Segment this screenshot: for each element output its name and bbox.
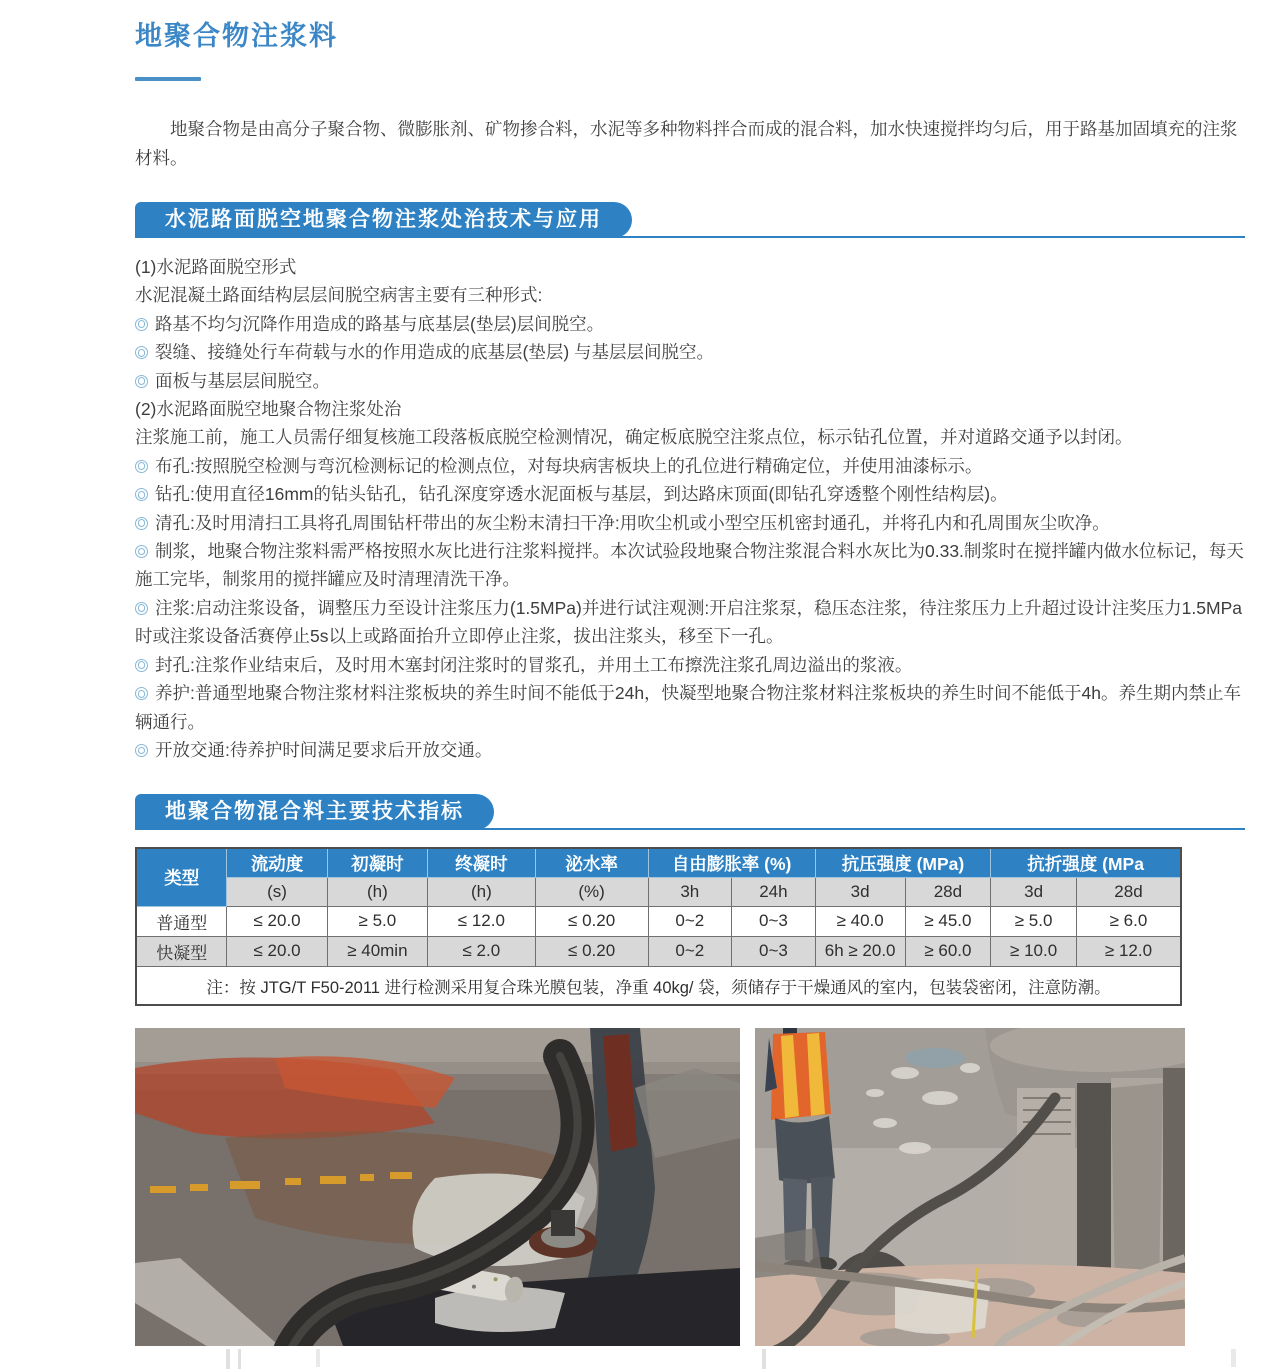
page-title: 地聚合物注浆料 <box>135 21 338 51</box>
table-cell: ≥ 45.0 <box>905 906 991 936</box>
content-line-text: 制浆，地聚合物注浆料需严格按照水灰比进行注浆料搅拌。本次试验段地聚合物注浆混合料水灰比为0.33.制浆时在搅拌罐内做水位标记，每天施工完毕，制浆用的搅拌罐应及时清理清洗干净。 <box>135 541 1244 590</box>
section2-banner: 地聚合物混合料主要技术指标 <box>135 794 494 830</box>
table-row <box>136 906 1181 936</box>
content-line <box>135 338 1245 366</box>
table-cell: ≥ 40.0 <box>815 906 905 936</box>
table-cell: ≤ 0.20 <box>535 936 648 966</box>
section2-banner-row <box>135 794 1245 830</box>
table-cell: ≥ 10.0 <box>991 936 1077 966</box>
content-line: (2)水泥路面脱空地聚合物注浆处治 <box>135 399 402 420</box>
content-line <box>135 509 1245 537</box>
ring-bullet-icon <box>135 488 148 501</box>
table-subheader-cell: 3d <box>991 877 1077 906</box>
page-bottom-strip <box>0 1346 1280 1372</box>
worksite-photo-art <box>755 1028 1185 1351</box>
spec-table <box>135 847 1182 1006</box>
table-cell: ≤ 0.20 <box>535 906 648 936</box>
content-line-text: 封孔:注浆作业结束后，及时用木塞封闭注浆时的冒浆孔，并用土工布擦洗注浆孔周边溢出的浆液。 <box>155 654 913 675</box>
table-cell: 普通型 <box>136 906 227 936</box>
photo-row <box>135 1028 1245 1351</box>
intro-paragraph: 地聚合物是由高分子聚合物、微膨胀剂、矿物掺合料，水泥等多种物料拌合而成的混合料，加水快速搅拌均匀后，用于路基加固填充的注浆材料。 <box>135 119 1238 168</box>
content-line: 注浆施工前，施工人员需仔细复核施工段落板底脱空检测情况，确定板底脱空注浆点位，标示钻孔位置，并对道路交通予以封闭。 <box>135 427 1133 448</box>
table-subheader-cell: 3h <box>648 877 732 906</box>
content-line <box>135 594 1245 651</box>
ring-bullet-icon <box>135 375 148 388</box>
section1-banner: 水泥路面脱空地聚合物注浆处治技术与应用 <box>135 202 632 238</box>
ring-bullet-icon <box>135 602 148 615</box>
table-cell: 0~2 <box>648 936 732 966</box>
table-header-cell: 类型 <box>136 848 227 906</box>
table-cell: 0~3 <box>732 936 816 966</box>
grouting-hose-photo-art <box>135 1028 740 1351</box>
content-line <box>135 480 1245 508</box>
content-line-text: 钻孔:使用直径16mm的钻头钻孔，钻孔深度穿透水泥面板与基层，到达路床顶面(即钻孔穿透整个刚性结构层)。 <box>155 484 1008 505</box>
table-header-cell: 抗折强度 (MPa <box>991 848 1181 877</box>
content-line: 水泥混凝土路面结构层层间脱空病害主要有三种形式: <box>135 285 543 306</box>
section1-banner-row <box>135 202 1245 238</box>
table-header-cell: 抗压强度 (MPa) <box>815 848 991 877</box>
ring-bullet-icon <box>135 545 148 558</box>
content-line-text: 路基不均匀沉降作用造成的路基与底基层(垫层)层间脱空。 <box>155 313 605 334</box>
table-cell: ≥ 12.0 <box>1076 936 1181 966</box>
table-row <box>136 936 1181 966</box>
content-line-text: 布孔:按照脱空检测与弯沉检测标记的检测点位，对每块病害板块上的孔位进行精确定位，并使用油漆标示。 <box>155 455 983 476</box>
table-cell: ≥ 5.0 <box>327 906 427 936</box>
table-header-cell: 终凝时 <box>428 848 536 877</box>
construction-photo-right <box>755 1028 1185 1351</box>
table-cell: ≥ 40min <box>327 936 427 966</box>
content-line-text: 面板与基层层间脱空。 <box>155 370 330 391</box>
table-subheader-cell: (h) <box>327 877 427 906</box>
content-line-text: 养护:普通型地聚合物注浆材料注浆板块的养生时间不能低于24h，快凝型地聚合物注浆材料注浆板块的养生时间不能低于4h。养生期内禁止车辆通行。 <box>135 683 1242 732</box>
content-line <box>135 736 1245 764</box>
content-line-text: 开放交通:待养护时间满足要求后开放交通。 <box>155 739 493 760</box>
table-header-cell: 初凝时 <box>327 848 427 877</box>
ring-bullet-icon <box>135 659 148 672</box>
table-cell: ≤ 12.0 <box>428 906 536 936</box>
table-note-row <box>136 966 1181 1005</box>
table-header-cell: 流动度 <box>227 848 327 877</box>
ring-bullet-icon <box>135 687 148 700</box>
content-line-text: 清孔:及时用清扫工具将孔周围钻杆带出的灰尘粉末清扫干净:用吹尘机或小型空压机密封通孔，并将孔内和孔周围灰尘吹净。 <box>155 512 1110 533</box>
content-line-text: 注浆:启动注浆设备，调整压力至设计注浆压力(1.5MPa)并进行试注观测:开启注浆泵，稳压态注浆，待注浆压力上升超过设计注奖压力1.5MPa时或注浆设备活赛停止5s以上或路面抬升立即停止注浆，拔出注浆头，移至下一孔。 <box>135 597 1242 647</box>
table-cell: 6h ≥ 20.0 <box>815 936 905 966</box>
table-subheader-cell: 24h <box>732 877 816 906</box>
content-line <box>135 310 1245 338</box>
ring-bullet-icon <box>135 460 148 473</box>
table-cell: ≥ 6.0 <box>1076 906 1181 936</box>
table-cell: 0~2 <box>648 906 732 936</box>
table-subheader-cell: 28d <box>905 877 991 906</box>
table-cell: ≤ 20.0 <box>227 936 327 966</box>
ring-bullet-icon <box>135 744 148 757</box>
table-header-cell: 泌水率 <box>535 848 648 877</box>
content-line <box>135 367 1245 395</box>
table-cell: ≥ 60.0 <box>905 936 991 966</box>
table-subheader-cell: (s) <box>227 877 327 906</box>
table-cell: 0~3 <box>732 906 816 936</box>
table-cell: 快凝型 <box>136 936 227 966</box>
ring-bullet-icon <box>135 517 148 530</box>
section1-body <box>135 253 1245 764</box>
table-subheader-cell: (%) <box>535 877 648 906</box>
content-line <box>135 679 1245 736</box>
ring-bullet-icon <box>135 346 148 359</box>
table-cell: ≤ 20.0 <box>227 906 327 936</box>
table-note: 注：按 JTG/T F50-2011 进行检测采用复合珠光膜包装，净重 40kg/ 袋，须储存于干燥通风的室内，包装袋密闭，注意防潮。 <box>136 966 1181 1005</box>
content-line <box>135 452 1245 480</box>
content-line <box>135 651 1245 679</box>
table-subheader-cell: (h) <box>428 877 536 906</box>
content-line <box>135 537 1245 594</box>
content-line-text: 裂缝、接缝处行车荷载与水的作用造成的底基层(垫层) 与基层层间脱空。 <box>155 342 715 363</box>
table-header-cell: 自由膨胀率 (%) <box>648 848 815 877</box>
ring-bullet-icon <box>135 318 148 331</box>
construction-photo-left <box>135 1028 740 1351</box>
table-subheader-cell: 28d <box>1076 877 1181 906</box>
table-cell: ≥ 5.0 <box>991 906 1077 936</box>
table-cell: ≤ 2.0 <box>428 936 536 966</box>
title-underline <box>135 77 201 81</box>
content-line: (1)水泥路面脱空形式 <box>135 257 297 277</box>
table-subheader-cell: 3d <box>815 877 905 906</box>
